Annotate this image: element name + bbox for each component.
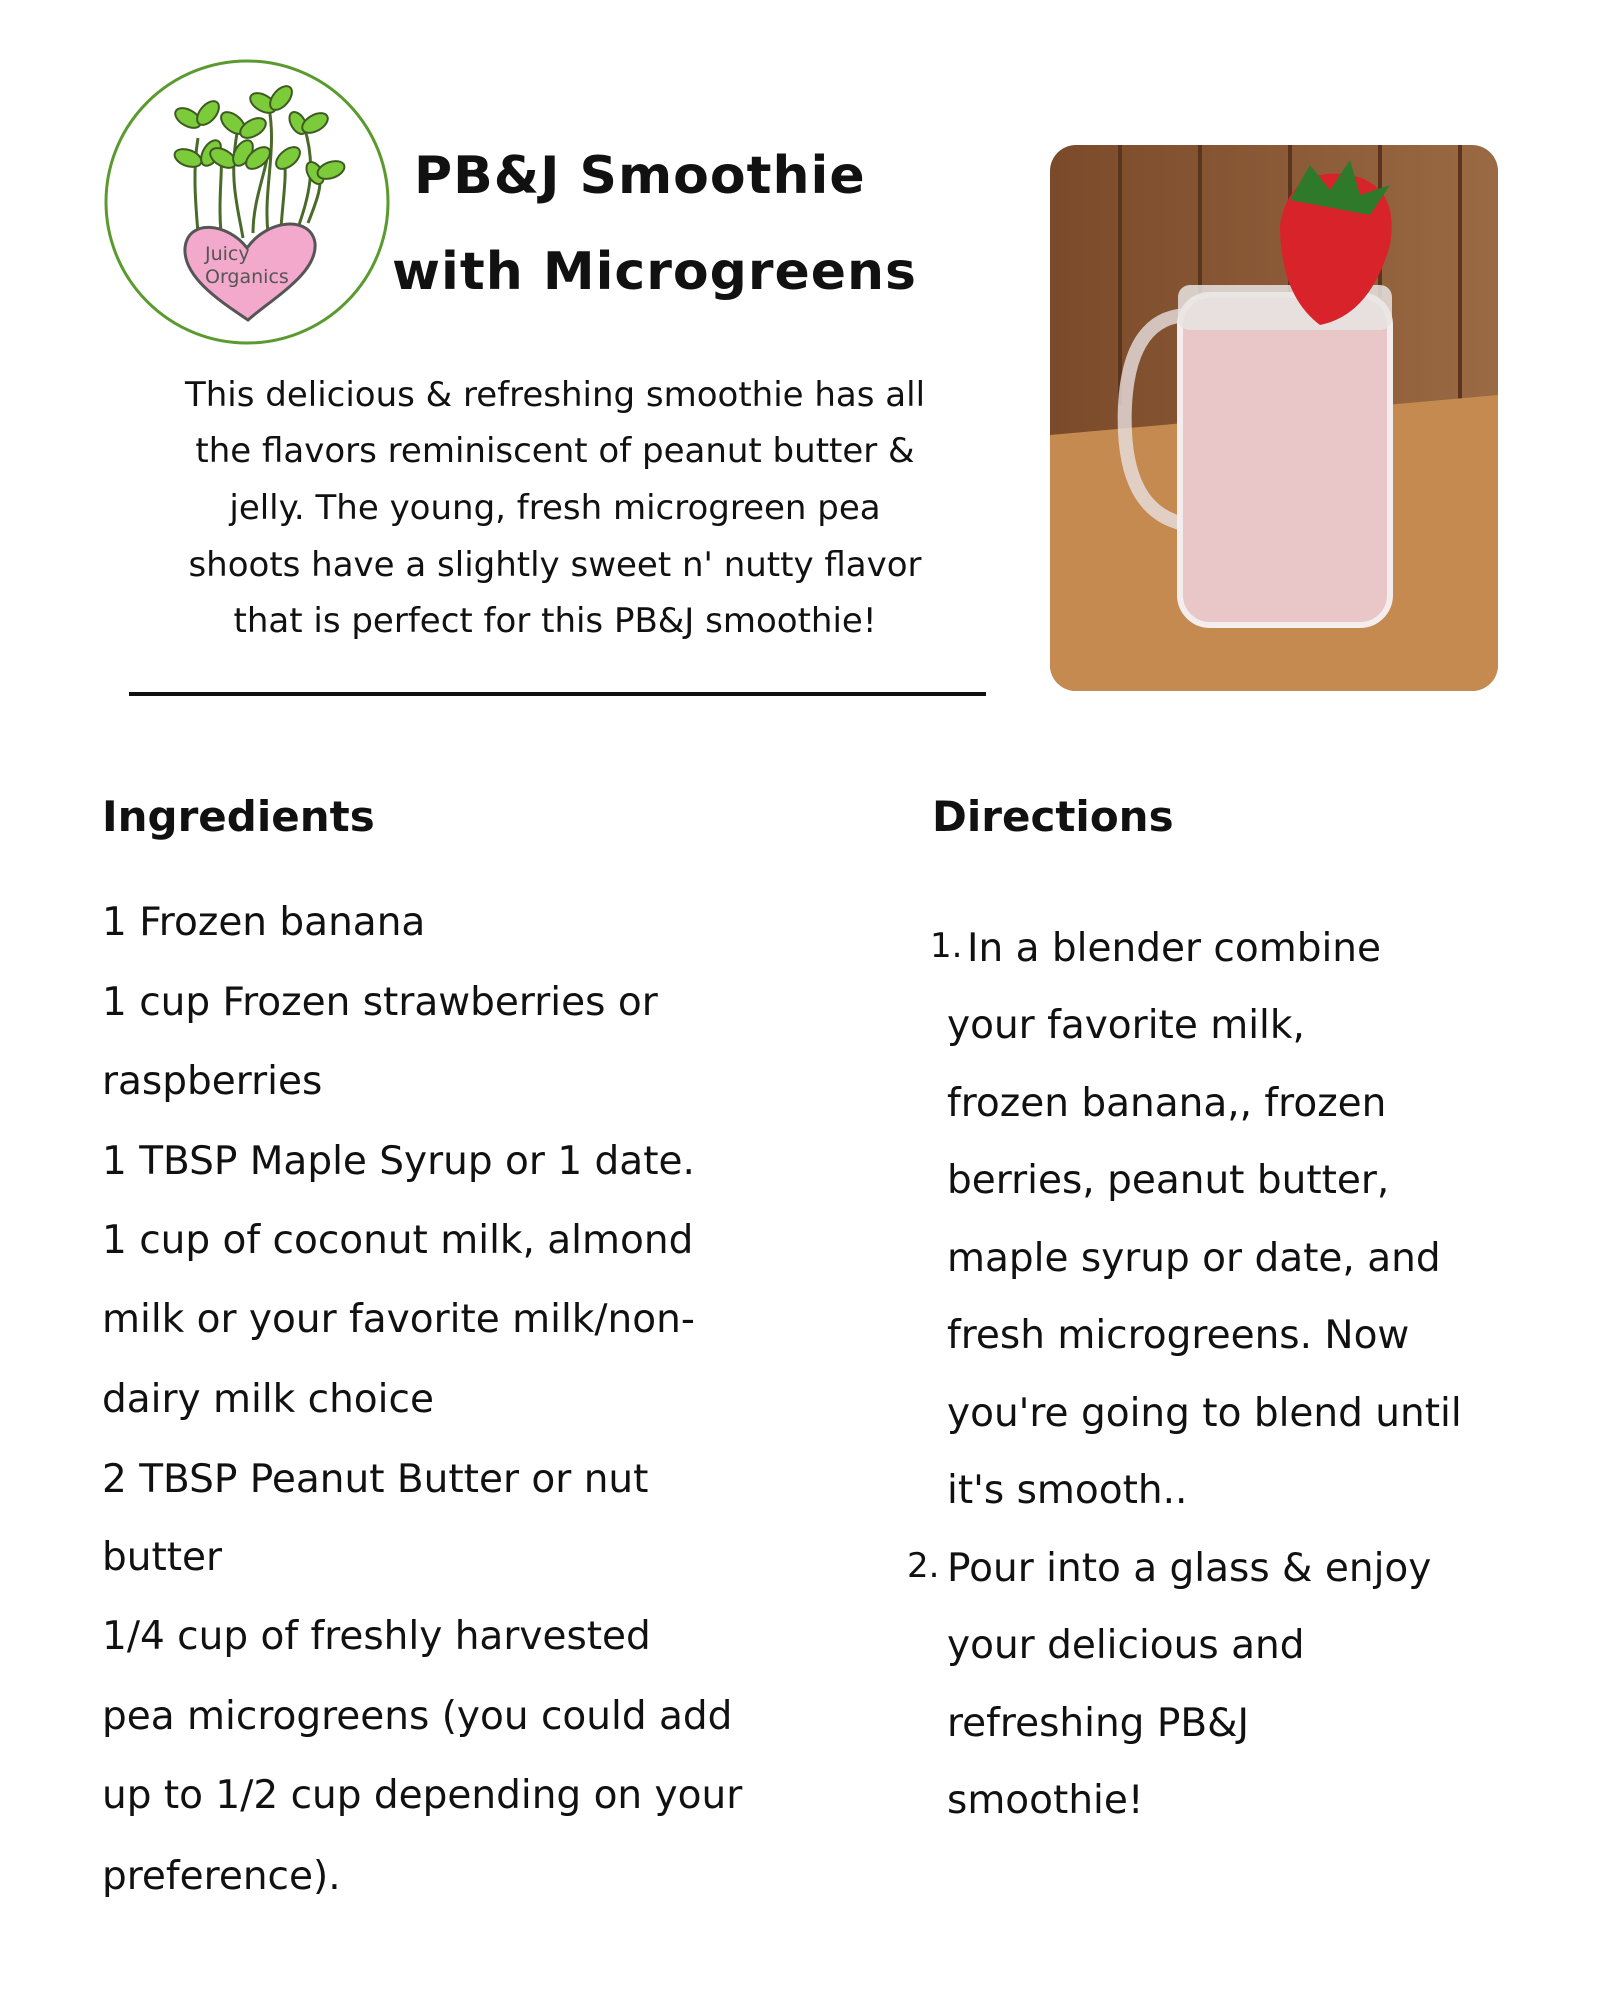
ingredient-line: dairy milk choice [102, 1377, 434, 1422]
intro-line: the flavors reminiscent of peanut butter & [195, 431, 915, 471]
step-number: 1. [930, 926, 963, 966]
step-line: fresh microgreens. Now [947, 1313, 1410, 1358]
step-line: smoothie! [947, 1778, 1144, 1823]
step-line: frozen banana,, frozen [947, 1081, 1387, 1126]
intro-line: that is perfect for this PB&J smoothie! [233, 601, 877, 641]
juicy-organics-logo [103, 58, 391, 346]
step-line: your favorite milk, [947, 1003, 1305, 1048]
step-line: Pour into a glass & enjoy [947, 1546, 1432, 1591]
step-line: maple syrup or date, and [947, 1236, 1441, 1281]
directions-heading: Directions [932, 792, 1174, 841]
intro-line: jelly. The young, fresh microgreen pea [229, 488, 881, 528]
intro-line: shoots have a slightly sweet n' nutty flavor [188, 545, 922, 585]
ingredient-line: 1 TBSP Maple Syrup or 1 date. [102, 1139, 695, 1184]
title-line-1: PB&J Smoothie [414, 146, 866, 206]
smoothie-photo [1050, 145, 1498, 691]
ingredients-heading: Ingredients [102, 792, 375, 841]
ingredient-line: milk or your favorite milk/non- [102, 1297, 695, 1342]
ingredient-line: up to 1/2 cup depending on your [102, 1773, 743, 1818]
ingredient-line: pea microgreens (you could add [102, 1694, 733, 1739]
step-line: you're going to blend until [947, 1391, 1462, 1436]
logo-text-organics: Organics [205, 266, 289, 288]
step-number: 2. [907, 1546, 940, 1586]
ingredient-line: preference). [102, 1854, 341, 1899]
step-line: it's smooth.. [947, 1468, 1188, 1513]
ingredient-line: 2 TBSP Peanut Butter or nut [102, 1457, 649, 1502]
step-line: berries, peanut butter, [947, 1158, 1390, 1203]
step-line: your delicious and [947, 1623, 1305, 1668]
ingredient-line: 1 cup Frozen strawberries or [102, 980, 658, 1025]
logo-text-juicy: Juicy [205, 243, 250, 265]
ingredient-line: raspberries [102, 1059, 323, 1104]
intro-line: This delicious & refreshing smoothie has all [184, 375, 926, 415]
step-line: In a blender combine [967, 926, 1381, 971]
title-line-2: with Microgreens [392, 242, 917, 302]
ingredient-line: butter [102, 1535, 223, 1580]
step-line: refreshing PB&J [947, 1701, 1250, 1746]
ingredient-line: 1 cup of coconut milk, almond [102, 1218, 694, 1263]
ingredient-line: 1/4 cup of freshly harvested [102, 1614, 651, 1659]
divider [129, 692, 986, 696]
ingredient-line: 1 Frozen banana [102, 900, 426, 945]
